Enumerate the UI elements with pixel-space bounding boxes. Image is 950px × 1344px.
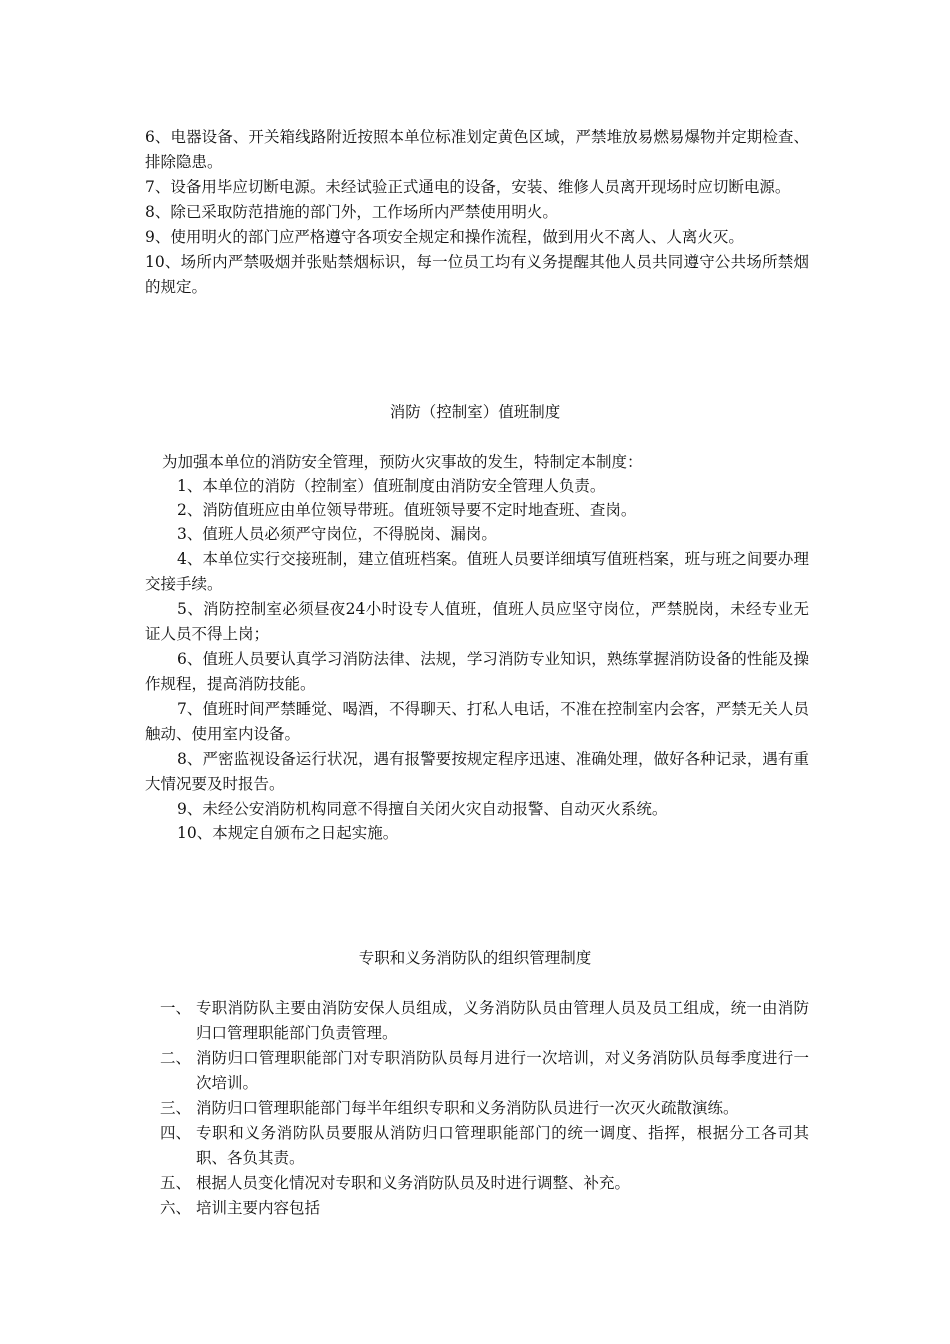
rule-item: 10、场所内严禁吸烟并张贴禁烟标识，每一位员工均有义务提醒其他人员共同遵守公共场所禁烟的规定。 [145, 253, 809, 296]
list-item [160, 1046, 809, 1096]
section-title: 消防（控制室）值班制度 [389, 403, 561, 421]
list-item-text: 培训主要内容包括 [196, 1199, 321, 1217]
list-item [160, 1171, 809, 1196]
list-item [160, 1096, 809, 1121]
list-item-text: 消防归口管理职能部门对专职消防队员每月进行一次培训，对义务消防队员每季度进行一次培训。 [196, 1049, 809, 1092]
list-item-text: 专职消防队主要由消防安保人员组成，义务消防队员由管理人员及员工组成，统一由消防归口管理职能部门负责管理。 [196, 999, 809, 1042]
section-intro: 为加强本单位的消防安全管理，预防火灾事故的发生，特制定本制度： [162, 453, 643, 471]
list-item-text: 专职和义务消防队员要服从消防归口管理职能部门的统一调度、指挥，根据分工各司其职、各负其责。 [196, 1124, 809, 1167]
section-title: 专职和义务消防队的组织管理制度 [358, 949, 592, 967]
list-item-number: 二、 [160, 1049, 192, 1067]
rule-item: 2、消防值班应由单位领导带班。值班领导要不定时地查班、查岗。 [177, 501, 637, 519]
list-item-number: 五、 [160, 1174, 192, 1192]
rule-item: 5、消防控制室必须昼夜24小时设专人值班，值班人员应坚守岗位，严禁脱岗，未经专业无证人员不得上岗； [145, 600, 809, 643]
rule-item: 10、本规定自颁布之日起实施。 [177, 824, 399, 842]
list-item-number: 四、 [160, 1124, 192, 1142]
list-item [160, 1121, 809, 1171]
rule-item: 7、值班时间严禁睡觉、喝酒，不得聊天、打私人电话，不准在控制室内会客，严禁无关人员触动、使用室内设备。 [145, 700, 809, 743]
rule-item: 1、本单位的消防（控制室）值班制度由消防安全管理人负责。 [177, 477, 606, 495]
list-item-text: 消防归口管理职能部门每半年组织专职和义务消防队员进行一次灭火疏散演练。 [196, 1099, 739, 1117]
rule-item: 8、除已采取防范措施的部门外，工作场所内严禁使用明火。 [145, 203, 558, 221]
list-item-number: 三、 [160, 1099, 192, 1117]
list-item-text: 根据人员变化情况对专职和义务消防队员及时进行调整、补充。 [196, 1174, 631, 1192]
rule-item: 4、本单位实行交接班制，建立值班档案。值班人员要详细填写值班档案，班与班之间要办理交接手续。 [145, 550, 809, 593]
rule-item: 3、值班人员必须严守岗位，不得脱岗、漏岗。 [177, 525, 497, 543]
list-item-number: 一、 [160, 999, 192, 1017]
rule-item: 9、使用明火的部门应严格遵守各项安全规定和操作流程，做到用火不离人、人离火灭。 [145, 228, 744, 246]
rule-item: 6、电器设备、开关箱线路附近按照本单位标准划定黄色区域，严禁堆放易燃易爆物并定期检查、排除隐患。 [145, 128, 809, 171]
numbered-list [160, 996, 809, 1221]
rule-item: 9、未经公安消防机构同意不得擅自关闭火灾自动报警、自动灭火系统。 [177, 800, 668, 818]
list-item [160, 996, 809, 1046]
list-item-number: 六、 [160, 1199, 192, 1217]
list-item [160, 1196, 809, 1221]
rule-item: 8、严密监视设备运行状况，遇有报警要按规定程序迅速、准确处理，做好各种记录，遇有重大情况要及时报告。 [145, 750, 809, 793]
rule-item: 7、设备用毕应切断电源。未经试验正式通电的设备，安装、维修人员离开现场时应切断电源。 [145, 178, 791, 196]
rule-item: 6、值班人员要认真学习消防法律、法规，学习消防专业知识，熟练掌握消防设备的性能及操作规程，提高消防技能。 [145, 650, 809, 693]
